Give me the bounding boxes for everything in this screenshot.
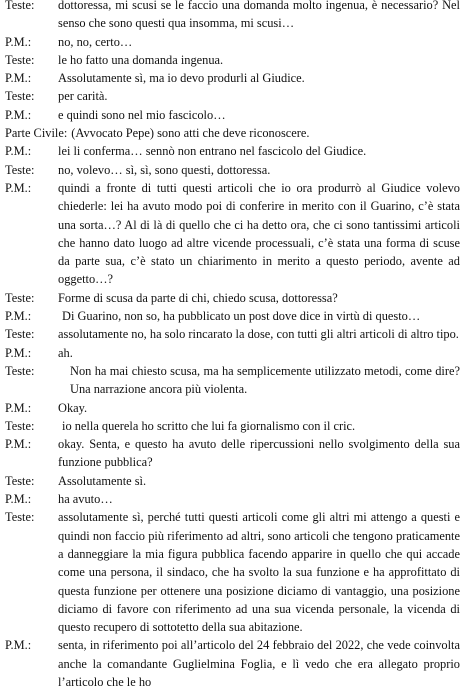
transcript-entry <box>0 0 470 33</box>
speaker-label: P.M.: <box>5 180 32 195</box>
utterance-text: io nella querela ho scritto che lui fa giornalismo con il cric. <box>62 418 356 433</box>
speaker-label: Teste: <box>5 510 35 525</box>
speaker-label: Teste: <box>5 473 35 488</box>
transcript-entry <box>0 362 470 399</box>
transcript-entry <box>0 51 470 69</box>
speaker-label: P.M.: <box>5 437 32 452</box>
utterance-text: lei li conferma… sennò non entrano nel fascicolo del Giudice. <box>58 144 367 159</box>
utterance-text: no, no, certo… <box>58 34 133 49</box>
transcript-entry <box>0 490 470 508</box>
transcript-entry <box>0 33 470 51</box>
speaker-label: P.M.: <box>5 345 32 360</box>
utterance-text: Forme di scusa da parte di chi, chiedo scusa, dottoressa? <box>58 290 338 305</box>
utterance-text: e quindi sono nel mio fascicolo… <box>58 107 226 122</box>
utterance-text: Di Guarino, non so, ha pubblicato un post dove dice in virtù di questo… <box>62 309 421 324</box>
transcript-entry <box>0 435 470 472</box>
speaker-label: Teste: <box>5 0 35 12</box>
utterance-text: quindi a fronte di tutti questi articoli che io ora produrrò al Giudice volevo chiederle: lei ha avuto modo poi di conferire in merito con il Guarino, c’è stata una sorta…? Al di là di quello che ci ha detto ora, che ci sono tantissimi articoli che hanno dato luogo ad altre vicende processuali, c’è stata una forma di scuse da parte sua, c’è stato un chiarimento in merito a questo periodo, avente ad oggetto…? <box>58 180 460 287</box>
transcript-entry <box>0 636 470 691</box>
transcript-entry <box>0 106 470 124</box>
transcript-entry <box>0 124 470 142</box>
speaker-label: Parte Civile: <box>5 126 68 141</box>
utterance-text: Non ha mai chiesto scusa, ma ha semplicemente utilizzato metodi, come dire? Una narrazione ancora più violenta. <box>70 363 460 397</box>
speaker-label: Teste: <box>5 89 35 104</box>
speaker-label: Teste: <box>5 162 35 177</box>
speaker-label: P.M.: <box>5 492 32 507</box>
utterance-text: (Avvocato Pepe) sono atti che deve riconoscere. <box>71 126 310 141</box>
utterance-text: le ho fatto una domanda ingenua. <box>58 52 224 67</box>
transcript-entry <box>0 87 470 105</box>
speaker-label: Teste: <box>5 363 35 378</box>
speaker-label: Teste: <box>5 418 35 433</box>
transcript-entry <box>0 399 470 417</box>
transcript-entry <box>0 325 470 343</box>
utterance-text: senta, in riferimento poi all’articolo del 24 febbraio del 2022, che vede coinvolta anche la comandante Guglielmina Foglia, e lì vedo che era allegato proprio l’articolo che le ho <box>58 638 460 689</box>
utterance-text: okay. Senta, e questo ha avuto delle ripercussioni nello svolgimento della sua funzione pubblica? <box>58 437 460 470</box>
utterance-text: ha avuto… <box>58 492 113 507</box>
utterance-text: per carità. <box>58 89 108 104</box>
speaker-label: P.M.: <box>5 400 32 415</box>
transcript-entry <box>0 344 470 362</box>
speaker-label: P.M.: <box>5 107 32 122</box>
speaker-label: P.M.: <box>5 34 32 49</box>
transcript-entry <box>0 508 470 636</box>
transcript-entry <box>0 69 470 87</box>
utterance-text: Okay. <box>58 400 88 415</box>
utterance-text: assolutamente no, ha solo rincarato la dose, con tutti gli altri articoli di altro tipo. <box>58 327 459 342</box>
speaker-label: Teste: <box>5 290 35 305</box>
transcript-entry <box>0 289 470 307</box>
transcript-entry <box>0 417 470 435</box>
speaker-label: Teste: <box>5 52 35 67</box>
utterance-text: no, volevo… sì, sì, sono questi, dottoressa. <box>58 162 271 177</box>
transcript-entry <box>0 161 470 179</box>
utterance-text: Assolutamente sì. <box>58 473 147 488</box>
speaker-label: P.M.: <box>5 309 32 324</box>
utterance-text: Assolutamente sì, ma io devo produrli al Giudice. <box>58 71 305 86</box>
transcript-entry <box>0 472 470 490</box>
speaker-label: Teste: <box>5 327 35 342</box>
utterance-text: assolutamente sì, perché tutti questi articoli come gli altri mi attengo a questi e quindi non faccio più riferimento ad altri, sono articoli che tengono praticamente a danneggiare la mia figura pubblica facendo apparire in quello che qui accade come una persona, il sindaco, che ha svolto la sua funzione e ha approfittato di questa funzione per ottenere una posizione diciamo di vantaggio, una posizione diciamo di favore con riferimento ad una sua vicenda personale, la vicenda di questo recupero di sottotetto della sua abitazione. <box>58 510 460 635</box>
speaker-label: P.M.: <box>5 638 32 653</box>
transcript-entry <box>0 307 470 325</box>
utterance-text: ah. <box>58 345 73 360</box>
utterance-text: dottoressa, mi scusi se le faccio una domanda molto ingenua, è necessario? Nel senso che sono questi qua insomma, mi scusi… <box>58 0 460 31</box>
speaker-label: P.M.: <box>5 144 32 159</box>
transcript-entry <box>0 142 470 160</box>
transcript-entry <box>0 179 470 289</box>
speaker-label: P.M.: <box>5 71 32 86</box>
